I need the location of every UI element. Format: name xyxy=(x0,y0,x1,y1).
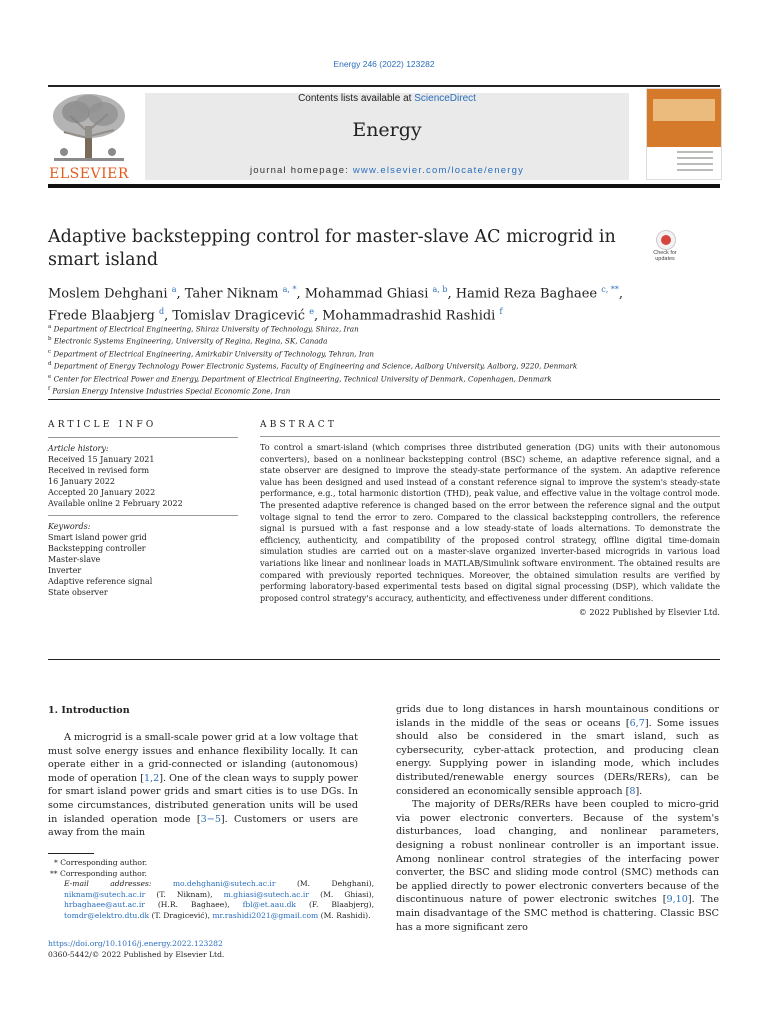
journal-cover-image xyxy=(646,88,722,180)
doi-link[interactable]: https://doi.org/10.1016/j.energy.2022.123282 xyxy=(48,939,223,948)
citation-link[interactable]: 8 xyxy=(629,785,636,797)
journal-banner xyxy=(145,93,629,180)
author-name[interactable]: Moslem Dehghani xyxy=(48,286,168,302)
affiliation-item: $^e$ Center for Electrical Power and Energy, Department of Electrical Engineering, Technical University of Denmark, Copenhagen, Denmark xyxy=(48,373,552,383)
publisher-name: ELSEVIER xyxy=(49,166,129,182)
introduction-heading: 1. Introduction xyxy=(48,705,130,716)
author-name[interactable]: Tomislav Dragicević xyxy=(172,308,306,324)
contents-line: Contents lists available at ScienceDirect xyxy=(298,93,476,104)
citation-link[interactable]: 1,2 xyxy=(143,772,160,784)
body-paragraph: The majority of DERs/RERs have been coupled to micro-grid via power electronic converters. Because of the system's disturbances, load changing, and nonlinear parameters, designing a robust nonlinear controller is an important issue. Among nonlinear control strategies of the interfacing power converter, the BSC and sliding mode control (SMC) methods can be applied directly to power electronic converters because of the discontinuous nature of power electronic switches [9,10]. The main disadvantage of the SMC method is chattering. Classic BSC has a more significant zero xyxy=(396,799,720,933)
abstract xyxy=(260,420,720,617)
crossmark-label: Check for updates xyxy=(653,250,677,262)
article-info-heading: ARTICLE INFO xyxy=(48,420,157,430)
author-name[interactable]: Hamid Reza Baghaee xyxy=(455,286,598,302)
abstract-text: To control a smart-island (which comprises three distributed generation (DG) units with their autonomous converters), based on a nonlinear backstepping control (BSC) scheme, an adaptive reference signal, and a state observer are designed to improve the steady-state performance of the system. An adaptive reference value has been designed and used instead of a constant reference signal to improve the system's steady-state performance, e.g., total harmonic distortion (THD), peak value, and effective value in the voltage control mode. The presented adaptive reference is changed based on the error between the reference signal and the output voltage signal to tend the error to zero. Compared to the classical backstepping controllers, the reference signal is pursued with a fast response and a low steady-state of loads alternations. To demonstrate the efficiency, authenticity, and compatibility of the proposed control strategy, offline digital time-domain simulation studies are carried out on a master-slave organized inverter-based microgrids in various load variations like linear and nonlinear loads in MATLAB/Simulink software environment. The obtained results are compared with previously reported techniques. Moreover, the obtained simulation results are verified by performing laboratory-based experimental tests based on digital signal processing (DSP), which validate the proposed control strategy's accuracy, authenticity, and effectiveness under different conditions. xyxy=(260,442,720,603)
journal-homepage-link[interactable]: www.elsevier.com/locate/energy xyxy=(352,165,525,176)
author-name[interactable]: Mohammad Ghiasi xyxy=(304,286,429,302)
history-item: 16 January 2022 xyxy=(48,477,116,486)
author-name[interactable]: Frede Blaabjerg xyxy=(48,308,155,324)
sciencedirect-link[interactable]: ScienceDirect xyxy=(414,93,476,104)
keywords-label: Keywords: xyxy=(48,522,91,531)
abstract-heading: ABSTRACT xyxy=(260,420,338,430)
author-name[interactable]: Taher Niknam xyxy=(184,286,279,302)
footnotes xyxy=(48,858,374,922)
keyword-item: Adaptive reference signal xyxy=(48,577,153,586)
history-item: Accepted 20 January 2022 xyxy=(48,488,156,497)
history-item: Received in revised form xyxy=(48,466,150,475)
crossmark-button[interactable] xyxy=(646,230,684,266)
corresponding-author-note: ** Corresponding author. xyxy=(50,868,147,878)
keyword-item: Smart island power grid xyxy=(48,533,147,542)
affiliation-item: $^b$ Electronic Systems Engineering, University of Regina, Regina, SK, Canada xyxy=(48,336,328,346)
author-name[interactable]: Mohammadrashid Rashidi xyxy=(322,308,496,324)
header-thick-rule xyxy=(48,184,720,188)
affiliation-item: $^d$ Department of Energy Technology Power Electronic Systems, Faculty of Engineering and Science, Aalborg University, Aalborg, 9220, Denmark xyxy=(48,361,578,371)
citation-link[interactable]: 6,7 xyxy=(629,717,645,729)
history-item: Available online 2 February 2022 xyxy=(48,499,183,508)
email-link[interactable]: niknam@sutech.ac.ir xyxy=(64,889,146,899)
homepage-line: journal homepage: www.elsevier.com/locate/energy xyxy=(249,165,525,176)
body-column-right xyxy=(396,703,719,934)
citation-link[interactable]: 3−5 xyxy=(200,813,221,825)
section-rule xyxy=(48,399,720,400)
article-info xyxy=(48,420,238,598)
email-addresses: E-mail addresses: mo.dehghani@sutech.ac.ir (M. Dehghani), niknam@sutech.ac.ir (T. Niknam), m.ghiasi@sutech.ac.ir (M. Ghiasi), hrbaghaee@aut.ac.ir (H.R. Baghaee), fbl@et.aau.dk (F. Blaabjerg), tomdr@elektro.dtu.dk (T. Dragicević), mr.rashidi2021@gmail.com (M. Rashidi). xyxy=(64,879,374,920)
email-link[interactable]: m.ghiasi@sutech.ac.ir xyxy=(223,889,309,899)
history-item: Received 15 January 2021 xyxy=(48,455,155,464)
affiliation-item: $^c$ Department of Electrical Engineering, Amirkabir University of Technology, Tehran, Iran xyxy=(48,348,375,359)
history-label: Article history: xyxy=(48,444,109,453)
author-list: Moslem Dehghani $^a$, Taher Niknam $^{a, *}$, Mohammad Ghiasi $^{a, b}$, Hamid Reza Baghaee $^{c, **}$, Frede Blaabjerg $^d$, Tomislav Dragicević $^e$, Mohammadrashid Rashidi $^f$ xyxy=(48,285,623,324)
keyword-item: State observer xyxy=(48,588,108,597)
journal-title: Energy xyxy=(352,119,422,141)
keyword-item: Inverter xyxy=(48,566,82,575)
header-rule xyxy=(48,85,720,87)
footnote-rule xyxy=(48,853,94,854)
email-link[interactable]: mr.rashidi2021@gmail.com xyxy=(212,910,319,920)
journal-citation-link[interactable]: Energy 246 (2022) 123282 xyxy=(333,59,435,69)
body-paragraph: A microgrid is a small-scale power grid at a low voltage that must solve energy issues and enhance flexibility locally. It can operate either in a grid-connected or islanding (autonomous) mode of operation [1,2]. One of the clean ways to supply power for smart island power grids and smart cities is to use DGs. In some circumstances, distributed generation units will be used in islanded operation mode [3−5]. Customers or users are away from the main xyxy=(48,732,358,839)
affiliation-item: $^a$ Department of Electrical Engineering, Shiraz University of Technology, Shiraz, Iran xyxy=(48,324,359,334)
affiliation-list xyxy=(48,322,728,396)
body-paragraph: grids due to long distances in harsh mountainous conditions or islands in the middle of the seas or oceans [6,7]. Some issues should also be considered in the smart island, such as cybersecurity, cyber-attack protection, and producing clean energy. Supplying power in islanding mode, which includes distributed/renewable energy sources (DERs/RERs), can be considered an economically sensible approach [8]. xyxy=(396,704,719,797)
corresponding-author-note: * Corresponding author. xyxy=(54,858,148,867)
email-link[interactable]: hrbaghaee@aut.ac.ir xyxy=(64,900,145,910)
abstract-copyright: © 2022 Published by Elsevier Ltd. xyxy=(578,607,720,618)
email-link[interactable]: mo.dehghani@sutech.ac.ir xyxy=(172,879,276,889)
elsevier-logo xyxy=(48,92,130,180)
issn-line: 0360-5442/© 2022 Published by Elsevier Ltd. xyxy=(48,950,225,959)
tree-icon xyxy=(48,92,130,166)
keyword-item: Master-slave xyxy=(48,555,101,564)
affiliation-item: $^f$ Parsian Energy Intensive Industries Special Economic Zone, Iran xyxy=(48,385,291,396)
citation-link[interactable]: 9,10 xyxy=(666,894,688,906)
doi-block xyxy=(48,938,378,960)
section-rule xyxy=(48,659,720,660)
article-title: Adaptive backstepping control for master-slave AC microgrid in smart island xyxy=(48,227,616,270)
email-link[interactable]: fbl@et.aau.dk xyxy=(242,900,297,910)
email-link[interactable]: tomdr@elektro.dtu.dk xyxy=(64,910,150,920)
crossmark-icon xyxy=(656,230,676,250)
body-column-left xyxy=(48,731,358,840)
keyword-item: Backstepping controller xyxy=(48,544,146,553)
